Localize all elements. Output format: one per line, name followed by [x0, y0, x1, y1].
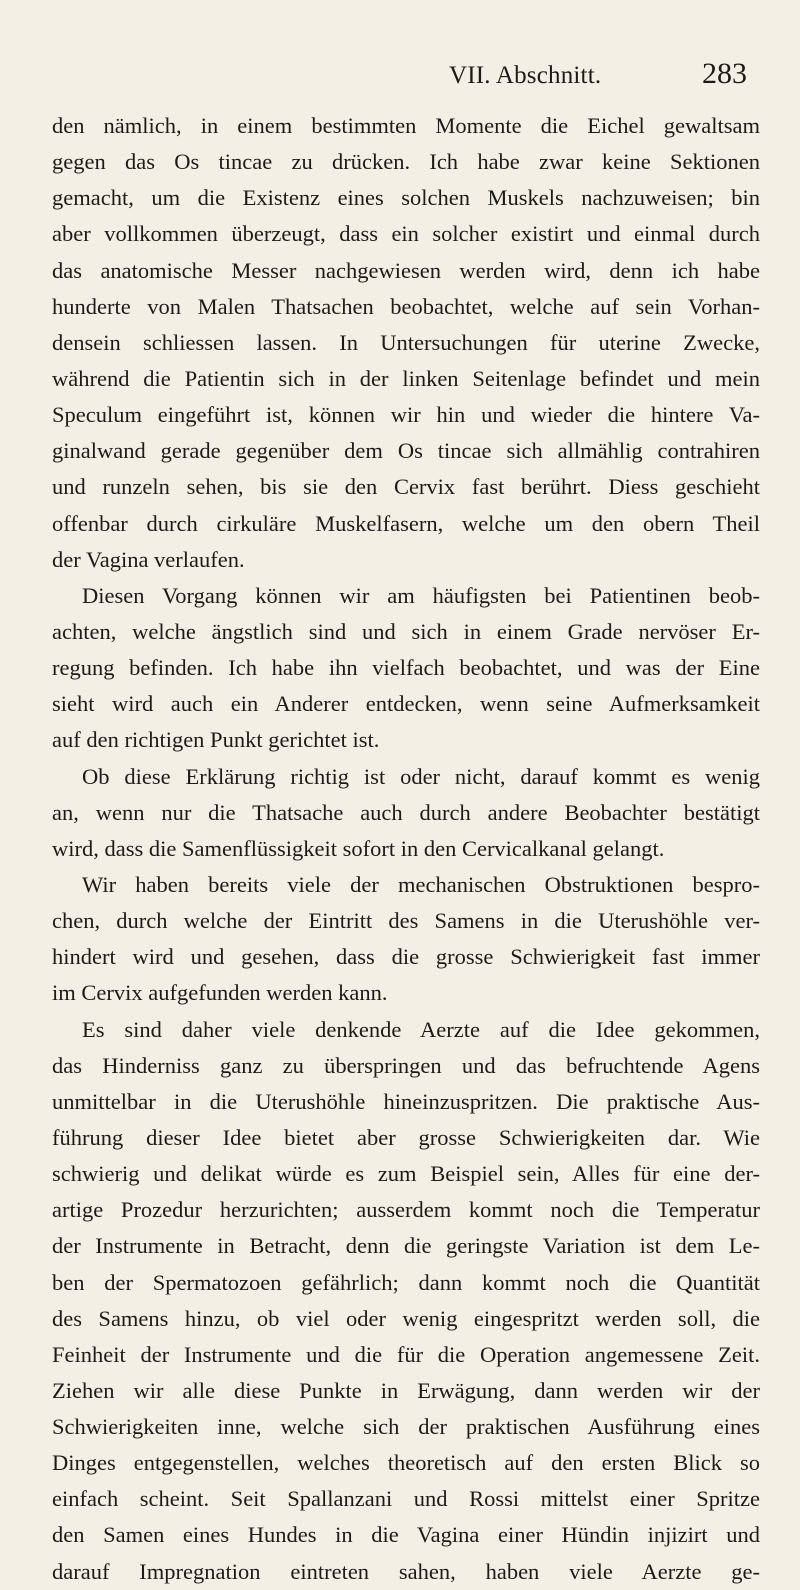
text-line: regung befinden. Ich habe ihn vielfach beobachtet, und was der Eine [52, 655, 760, 681]
text-line: wird, dass die Samenflüssigkeit sofort in den Cervicalkanal gelangt. [52, 835, 665, 861]
text-line: auf den richtigen Punkt gerichtet ist. [52, 727, 380, 753]
text-line: Ziehen wir alle diese Punkte in Erwägung, dann werden wir der [52, 1377, 760, 1403]
text-line: des Samens hinzu, ob viel oder wenig eingespritzt werden soll, die [52, 1305, 760, 1331]
text-line: den nämlich, in einem bestimmten Momente die Eichel gewaltsam [52, 113, 760, 138]
text-line: Wir haben bereits viele der mechanischen Obstruktionen bespro- [82, 871, 760, 897]
page-number: 283 [702, 57, 747, 90]
body-text [52, 108, 760, 1590]
text-line: gemacht, um die Existenz eines solchen Muskels nachzuweisen; bin [52, 185, 760, 211]
text-line: darauf Impregnation eintreten sahen, haben viele Aerzte ge- [52, 1558, 760, 1584]
text-line: achten, welche ängstlich sind und sich in einem Grade nervöser Er- [52, 618, 760, 644]
text-line: einfach scheint. Seit Spallanzani und Rossi mittelst einer Spritze [52, 1486, 760, 1512]
text-line: sieht wird auch ein Anderer entdecken, wenn seine Aufmerksamkeit [52, 691, 760, 717]
text-line: Diesen Vorgang können wir am häufigsten bei Patientinen beob- [82, 582, 760, 608]
text-line: an, wenn nur die Thatsache auch durch andere Beobachter bestätigt [52, 799, 760, 825]
text-line: Dinges entgegenstellen, welches theoretisch auf den ersten Blick so [52, 1450, 760, 1476]
text-line: ben der Spermatozoen gefährlich; dann kommt noch die Quantität [52, 1269, 760, 1295]
section-title: VII. Abschnitt. [449, 62, 602, 89]
text-line: und runzeln sehen, bis sie den Cervix fast berührt. Diess geschieht [52, 474, 760, 500]
text-line: schwierig und delikat würde es zum Beispiel sein, Alles für eine der- [52, 1161, 760, 1187]
text-line: Feinheit der Instrumente und die für die Operation angemessene Zeit. [52, 1341, 760, 1367]
text-line: hindert wird und gesehen, dass die grosse Schwierigkeit fast immer [52, 944, 760, 970]
text-line: Schwierigkeiten inne, welche sich der praktischen Ausführung eines [52, 1414, 760, 1440]
text-line: aber vollkommen überzeugt, dass ein solcher existirt und einmal durch [52, 221, 760, 247]
text-line: im Cervix aufgefunden werden kann. [52, 980, 388, 1006]
text-line: hunderte von Malen Thatsachen beobachtet, welche auf sein Vorhan- [52, 293, 760, 319]
text-line: gegen das Os tincae zu drücken. Ich habe zwar keine Sektionen [52, 149, 760, 175]
text-line: das Hinderniss ganz zu überspringen und das befruchtende Agens [52, 1052, 760, 1078]
text-line: während die Patientin sich in der linken Seitenlage befindet und mein [52, 365, 760, 391]
text-line: Ob diese Erklärung richtig ist oder nicht, darauf kommt es wenig [82, 763, 760, 789]
text-line: der Vagina verlaufen. [52, 546, 245, 572]
text-line: offenbar durch cirkuläre Muskelfasern, welche um den obern Theil [52, 510, 760, 536]
text-line: führung dieser Idee bietet aber grosse Schwierigkeiten dar. Wie [52, 1124, 760, 1150]
text-line: artige Prozedur herzurichten; ausserdem kommt noch die Temperatur [52, 1197, 760, 1223]
text-line: densein schliessen lassen. In Untersuchungen für uterine Zwecke, [52, 329, 760, 355]
text-line: das anatomische Messer nachgewiesen werden wird, denn ich habe [52, 257, 760, 283]
text-line: Es sind daher viele denkende Aerzte auf die Idee gekommen, [82, 1016, 760, 1042]
text-line: chen, durch welche der Eintritt des Samens in die Uterushöhle ver- [52, 908, 760, 934]
text-line: den Samen eines Hundes in die Vagina einer Hündin injizirt und [52, 1522, 760, 1548]
running-header [0, 54, 800, 94]
text-line: ginalwand gerade gegenüber dem Os tincae sich allmählig contrahiren [52, 438, 760, 464]
text-line: der Instrumente in Betracht, denn die geringste Variation ist dem Le- [52, 1233, 760, 1259]
text-line: unmittelbar in die Uterushöhle hineinzuspritzen. Die praktische Aus- [52, 1088, 760, 1114]
text-line: Speculum eingeführt ist, können wir hin und wieder die hintere Va- [52, 402, 760, 428]
